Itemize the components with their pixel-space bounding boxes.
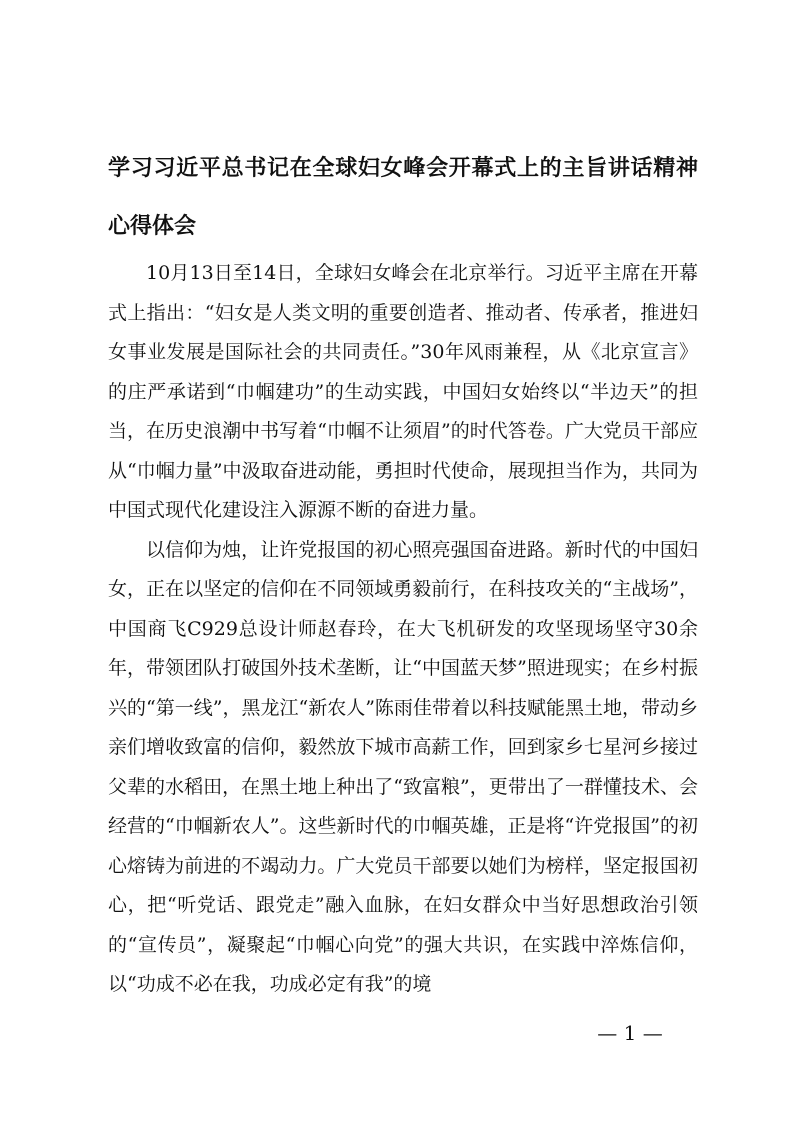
paragraph-2: 以信仰为烛，让许党报国的初心照亮强国奋进路。新时代的中国妇女，正在以坚定的信仰在不同领域勇毅前行，在科技攻关的“主战场”，中国商飞C929总设计师赵春玲，在大飞机研发的攻坚现场坚守30余年，带领团队打破国外技术垄断，让“中国蓝天梦”照进现实；在乡村振兴的“第一线”，黑龙江“新农人”陈雨佳带着以科技赋能黑土地，带动乡亲们增收致富的信仰，毅然放下城市高薪工作，回到家乡七星河乡接过父辈的水稻田，在黑土地上种出了“致富粮”，更带出了一群懂技术、会经营的“巾帼新农人”。这些新时代的巾帼英雄，正是将“许党报国”的初心熔铸为前进的不竭动力。广大党员干部要以她们为榜样，坚定报国初心，把“听党话、跟党走”融入血脉，在妇女群众中当好思想政治引领的“宣传员”，凝聚起“巾帼心向党”的强大共识，在实践中淬炼信仰，以“功成不必在我，功成必定有我”的境 xyxy=(108,538,698,995)
paragraph-1: 10月13日至14日，全球妇女峰会在北京举行。习近平主席在开幕式上指出：“妇女是人类文明的重要创造者、推动者、传承者，推进妇女事业发展是国际社会的共同责任。”30年风雨兼程，从《北京宣言》的庄严承诺到“巾帼建功”的生动实践，中国妇女始终以“半边天”的担当，在历史浪潮中书写着“巾帼不让须眉”的时代答卷。广大党员干部应从“巾帼力量”中汲取奋进动能，勇担时代使命，展现担当作为，共同为中国式现代化建设注入源源不断的奋进力量。 xyxy=(108,262,698,521)
document-body xyxy=(108,254,698,1005)
document-title: 学习习近平总书记在全球妇女峰会开幕式上的主旨讲话精神心得体会 xyxy=(108,156,698,239)
page-number: — 1 — xyxy=(597,1021,663,1045)
